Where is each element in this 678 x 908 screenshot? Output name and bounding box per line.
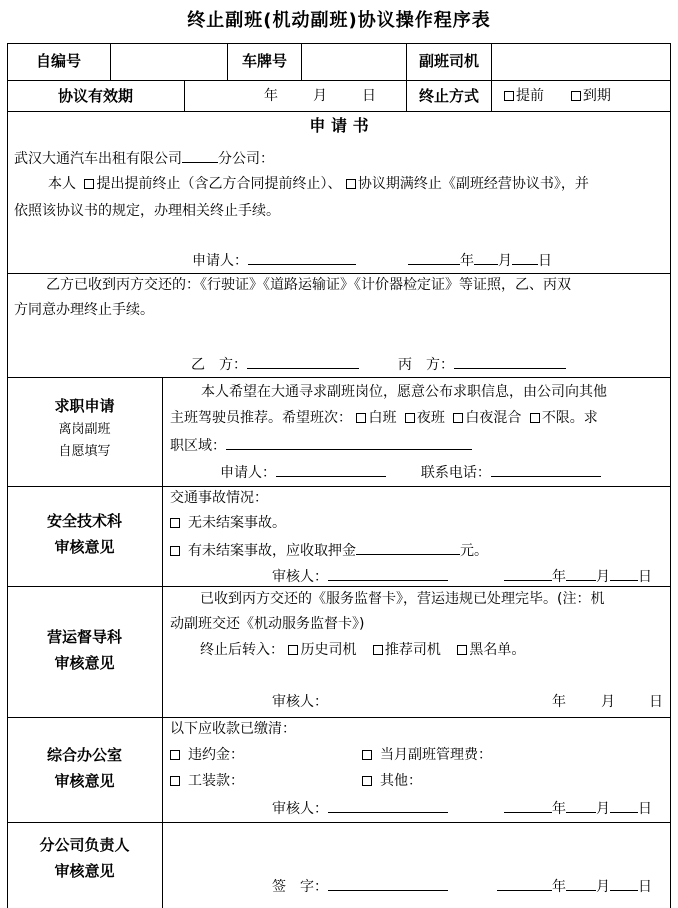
office-opt2 <box>362 746 492 764</box>
safety-reviewer <box>272 566 448 586</box>
shift-any-checkbox[interactable] <box>530 413 540 423</box>
month-blank[interactable] <box>566 798 596 813</box>
uniform-label: 工装款： <box>188 773 244 789</box>
shift-night-label: 夜班 <box>416 410 445 426</box>
divider <box>491 80 492 112</box>
year-label: 年 <box>552 879 566 895</box>
application-body-line1 <box>48 175 589 193</box>
day-label: 日 <box>638 801 652 817</box>
month-blank[interactable] <box>566 876 596 891</box>
accident-label: 有未结案事故，应收取押金 <box>188 543 356 559</box>
office-reviewer-blank[interactable] <box>328 798 448 813</box>
receipt-line1: 乙方已收到丙方交还的：《行驶证》《道路运输证》《计价器检定证》等证照，乙、丙双 <box>46 277 571 293</box>
party-b-label: 乙 方： <box>191 357 247 373</box>
operations-month: 月 <box>601 694 615 710</box>
divider <box>184 80 185 112</box>
branch-suffix: 分公司： <box>218 151 274 167</box>
day-blank[interactable] <box>610 798 638 813</box>
applicant-signature-line <box>192 250 356 270</box>
office-subtitle: 审核意见 <box>54 772 115 790</box>
shift-any-label: 不限。求 <box>541 410 598 426</box>
driver-label: 副班司机 <box>418 52 479 70</box>
branch-sign <box>272 876 448 896</box>
transfer-label: 终止后转入： <box>200 642 284 658</box>
operations-reviewer: 审核人： <box>272 694 328 710</box>
operations-year: 年 <box>552 694 566 710</box>
driver-field[interactable] <box>492 44 670 80</box>
plate-label: 车牌号 <box>241 52 287 70</box>
validity-day: 日 <box>362 88 376 104</box>
body-prefix: 本人 <box>48 176 76 192</box>
branch-title: 分公司负责人 <box>39 836 130 854</box>
job-applicant-label: 申请人： <box>220 465 276 481</box>
job-title-block <box>7 393 162 463</box>
day-blank[interactable] <box>610 876 638 891</box>
expire-termination-label: 协议期满终止《副班经营协议书》，并 <box>357 176 589 192</box>
applicant-label: 申请人： <box>192 253 248 269</box>
day-label: 日 <box>538 253 552 269</box>
year-label: 年 <box>552 569 566 585</box>
termination-options <box>504 87 611 105</box>
office-opt3 <box>170 772 244 790</box>
safety-title: 安全技术科 <box>46 512 122 530</box>
office-date <box>504 798 652 818</box>
month-label: 月 <box>498 253 512 269</box>
shift-day-checkbox[interactable] <box>356 413 366 423</box>
office-line1: 以下应收款已缴清： <box>170 721 296 737</box>
office-title-block <box>7 742 162 794</box>
shift-mixed-checkbox[interactable] <box>453 413 463 423</box>
no-accident-label: 无未结案事故。 <box>188 515 286 531</box>
safety-line1: 交通事故情况： <box>170 490 268 506</box>
year-blank[interactable] <box>504 798 552 813</box>
serial-field[interactable] <box>111 44 226 80</box>
operations-line1: 已收到丙方交还的《服务监督卡》，营运违规已处理完毕。(注：机 <box>200 591 605 607</box>
day-blank[interactable] <box>610 566 638 581</box>
expire-checkbox[interactable] <box>571 91 581 101</box>
plate-field[interactable] <box>302 44 406 80</box>
party-c-signature <box>398 354 566 374</box>
mgmt-fee-checkbox[interactable] <box>362 750 372 760</box>
operations-day: 日 <box>649 694 663 710</box>
office-opt1 <box>170 746 244 764</box>
other-checkbox[interactable] <box>362 776 372 786</box>
month-blank[interactable] <box>566 566 596 581</box>
job-area-label: 职区域： <box>170 438 226 454</box>
application-date <box>408 250 552 270</box>
no-accident-checkbox[interactable] <box>170 518 180 528</box>
uniform-checkbox[interactable] <box>170 776 180 786</box>
job-applicant-blank[interactable] <box>276 462 386 477</box>
other-label: 其他： <box>380 773 422 789</box>
party-c-label: 丙 方： <box>398 357 454 373</box>
shift-mixed-label: 白夜混合 <box>465 410 522 426</box>
deposit-blank[interactable] <box>356 540 460 555</box>
job-subtitle-1: 离岗副班 <box>58 422 111 437</box>
job-line3 <box>170 435 472 455</box>
application-body-line2: 依照该协议书的规定，办理相关终止手续。 <box>14 203 280 219</box>
safety-reviewer-blank[interactable] <box>328 566 448 581</box>
early-termination-label: 提出提前终止（含乙方合同提前终止）、 <box>96 176 342 192</box>
month-blank[interactable] <box>474 250 498 265</box>
branch-subtitle: 审核意见 <box>54 862 115 880</box>
expire-termination-checkbox[interactable] <box>346 179 356 189</box>
history-driver-label: 历史司机 <box>300 642 357 658</box>
safety-reviewer-label: 审核人： <box>272 569 328 585</box>
branch-sign-label: 签 字： <box>272 879 328 895</box>
safety-date <box>504 566 652 586</box>
year-blank[interactable] <box>504 566 552 581</box>
day-label: 日 <box>638 879 652 895</box>
office-opt4 <box>362 772 422 790</box>
month-label: 月 <box>596 569 610 585</box>
job-line1: 本人希望在大通寻求副班岗位，愿意公布求职信息，由公司向其他 <box>201 384 607 400</box>
branch-blank[interactable] <box>182 148 218 163</box>
early-checkbox[interactable] <box>504 91 514 101</box>
validity-month: 月 <box>313 88 327 104</box>
serial-label: 自编号 <box>35 52 81 70</box>
safety-title-block <box>7 508 162 560</box>
branch-sign-blank[interactable] <box>328 876 448 891</box>
operations-line2: 动副班交还《机动服务监督卡》) <box>170 616 365 632</box>
office-reviewer-label: 审核人： <box>272 801 328 817</box>
shift-day-label: 白班 <box>368 410 397 426</box>
job-subtitle-2: 自愿填写 <box>58 444 111 459</box>
safety-opt2 <box>170 540 488 560</box>
blacklist-checkbox[interactable] <box>457 645 467 655</box>
party-c-blank[interactable] <box>454 354 566 369</box>
recommend-driver-label: 推荐司机 <box>384 642 441 658</box>
party-b-blank[interactable] <box>247 354 359 369</box>
branch-title-block <box>7 832 162 884</box>
history-driver-checkbox[interactable] <box>288 645 298 655</box>
year-blank[interactable] <box>408 250 460 265</box>
job-phone-blank[interactable] <box>491 462 601 477</box>
validity-year: 年 <box>264 88 278 104</box>
termination-label: 终止方式 <box>418 87 479 105</box>
day-label: 日 <box>638 569 652 585</box>
year-blank[interactable] <box>497 876 552 891</box>
blacklist-label: 黑名单。 <box>469 642 526 658</box>
addressee-line <box>14 148 274 168</box>
job-phone-label: 联系电话： <box>420 465 491 481</box>
application-heading: 申 请 书 <box>309 116 369 135</box>
operations-title: 营运督导科 <box>46 628 122 646</box>
year-label: 年 <box>552 801 566 817</box>
job-title: 求职申请 <box>54 397 115 415</box>
page-title: 终止副班(机动副班)协议操作程序表 <box>187 10 491 31</box>
operations-transfer <box>200 641 525 659</box>
receipt-line2: 方同意办理终止手续。 <box>14 302 154 318</box>
office-reviewer <box>272 798 448 818</box>
deposit-unit: 元。 <box>460 543 488 559</box>
month-label: 月 <box>596 801 610 817</box>
applicant-blank[interactable] <box>248 250 356 265</box>
operations-subtitle: 审核意见 <box>54 654 115 672</box>
job-line2 <box>170 409 598 427</box>
accident-checkbox[interactable] <box>170 546 180 556</box>
job-applicant <box>220 462 601 482</box>
operations-title-block <box>7 624 162 676</box>
mgmt-fee-label: 当月副班管理费： <box>380 747 492 763</box>
year-label: 年 <box>460 253 474 269</box>
party-b-signature <box>191 354 359 374</box>
shift-night-checkbox[interactable] <box>405 413 415 423</box>
penalty-checkbox[interactable] <box>170 750 180 760</box>
early-termination-checkbox[interactable] <box>84 179 94 189</box>
validity-label: 协议有效期 <box>57 87 133 105</box>
branch-date <box>497 876 652 896</box>
month-label: 月 <box>596 879 610 895</box>
office-title: 综合办公室 <box>46 746 122 764</box>
penalty-label: 违约金： <box>188 747 244 763</box>
day-blank[interactable] <box>512 250 538 265</box>
safety-opt1 <box>170 514 286 532</box>
job-shift-label: 主班驾驶员推荐。希望班次： <box>170 410 352 426</box>
early-label: 提前 <box>516 88 544 104</box>
expire-label: 到期 <box>582 88 611 104</box>
safety-subtitle: 审核意见 <box>54 538 115 556</box>
recommend-driver-checkbox[interactable] <box>373 645 383 655</box>
company-name: 武汉大通汽车出租有限公司 <box>14 151 182 167</box>
job-area-blank[interactable] <box>226 435 472 450</box>
